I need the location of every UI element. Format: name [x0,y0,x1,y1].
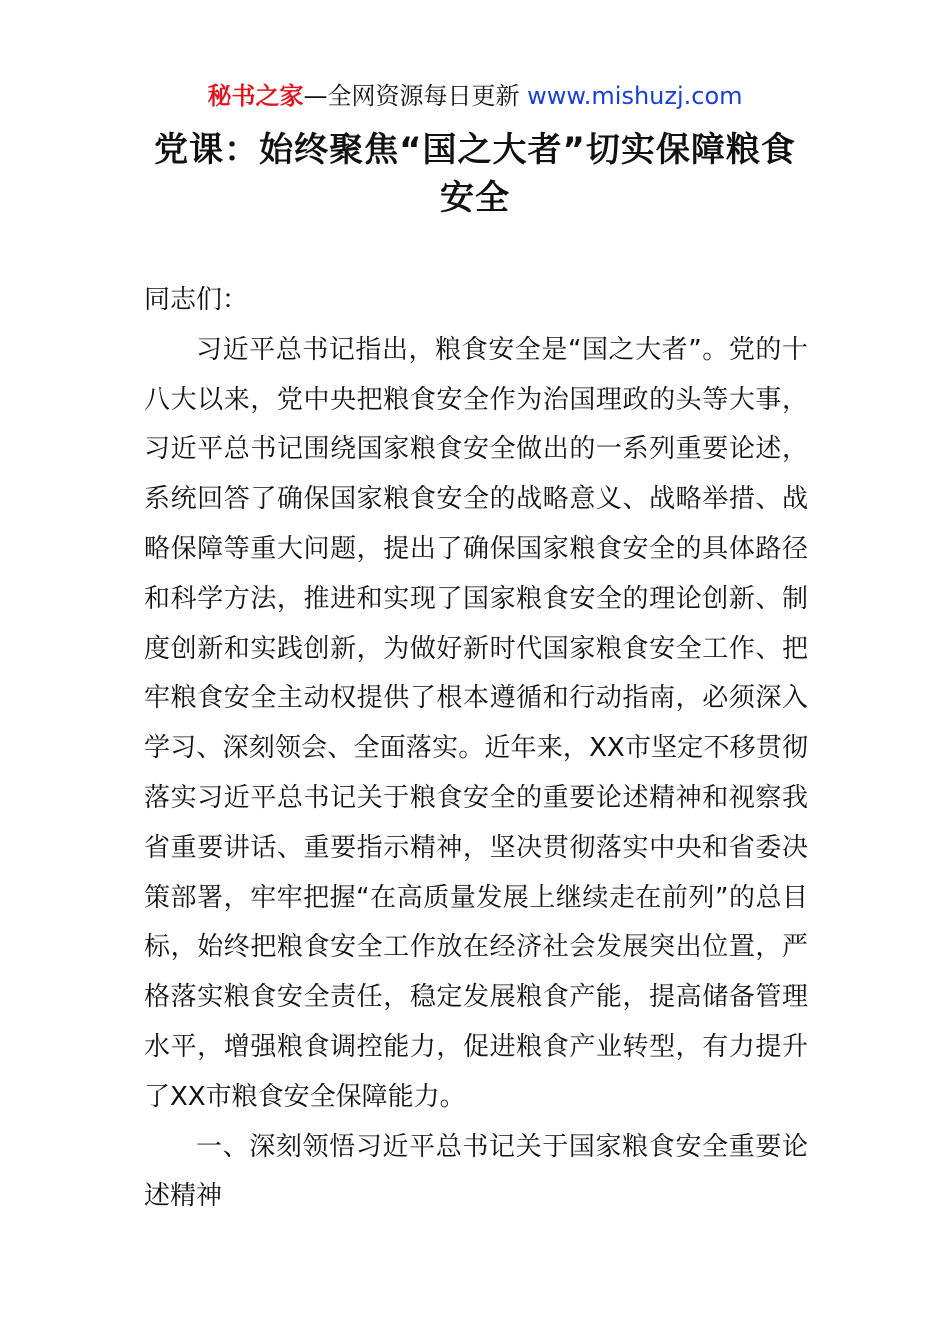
site-tagline: —全网资源每日更新 [303,82,528,110]
document-body [144,276,808,1222]
document-title: 党课：始终聚焦“国之大者”切实保障粮食安全 [154,130,796,218]
body-paragraph: 习近平总书记指出，粮食安全是“国之大者”。党的十八大以来，党中央把粮食安全作为治国理政的头等大事，习近平总书记围绕国家粮食安全做出的一系列重要论述，系统回答了确保国家粮食安全的战略意义、战略举措、战略保障等重大问题，提出了确保国家粮食安全的具体路径和科学方法，推进和实现了国家粮食安全的理论创新、制度创新和实践创新，为做好新时代国家粮食安全工作、把牢粮食安全主动权提供了根本遵循和行动指南，必须深入学习、深刻领会、全面落实。近年来，XX市坚定不移贯彻落实习近平总书记关于粮食安全的重要论述精神和视察我省重要讲话、重要指示精神，坚决贯彻落实中央和省委决策部署，牢牢把握“在高质量发展上继续走在前列”的总目标，始终把粮食安全工作放在经济社会发展突出位置，严格落实粮食安全责任，稳定发展粮食产能，提高储备管理水平，增强粮食调控能力，促进粮食产业转型，有力提升了XX市粮食安全保障能力。 [144,334,808,1112]
site-brand: 秘书之家 [207,82,304,110]
site-header [0,78,950,114]
salutation: 同志们： [144,285,249,315]
site-url-link[interactable]: www.mishuzj.com [527,82,743,110]
section-heading: 一、深刻领悟习近平总书记关于国家粮食安全重要论述精神 [144,1131,808,1212]
